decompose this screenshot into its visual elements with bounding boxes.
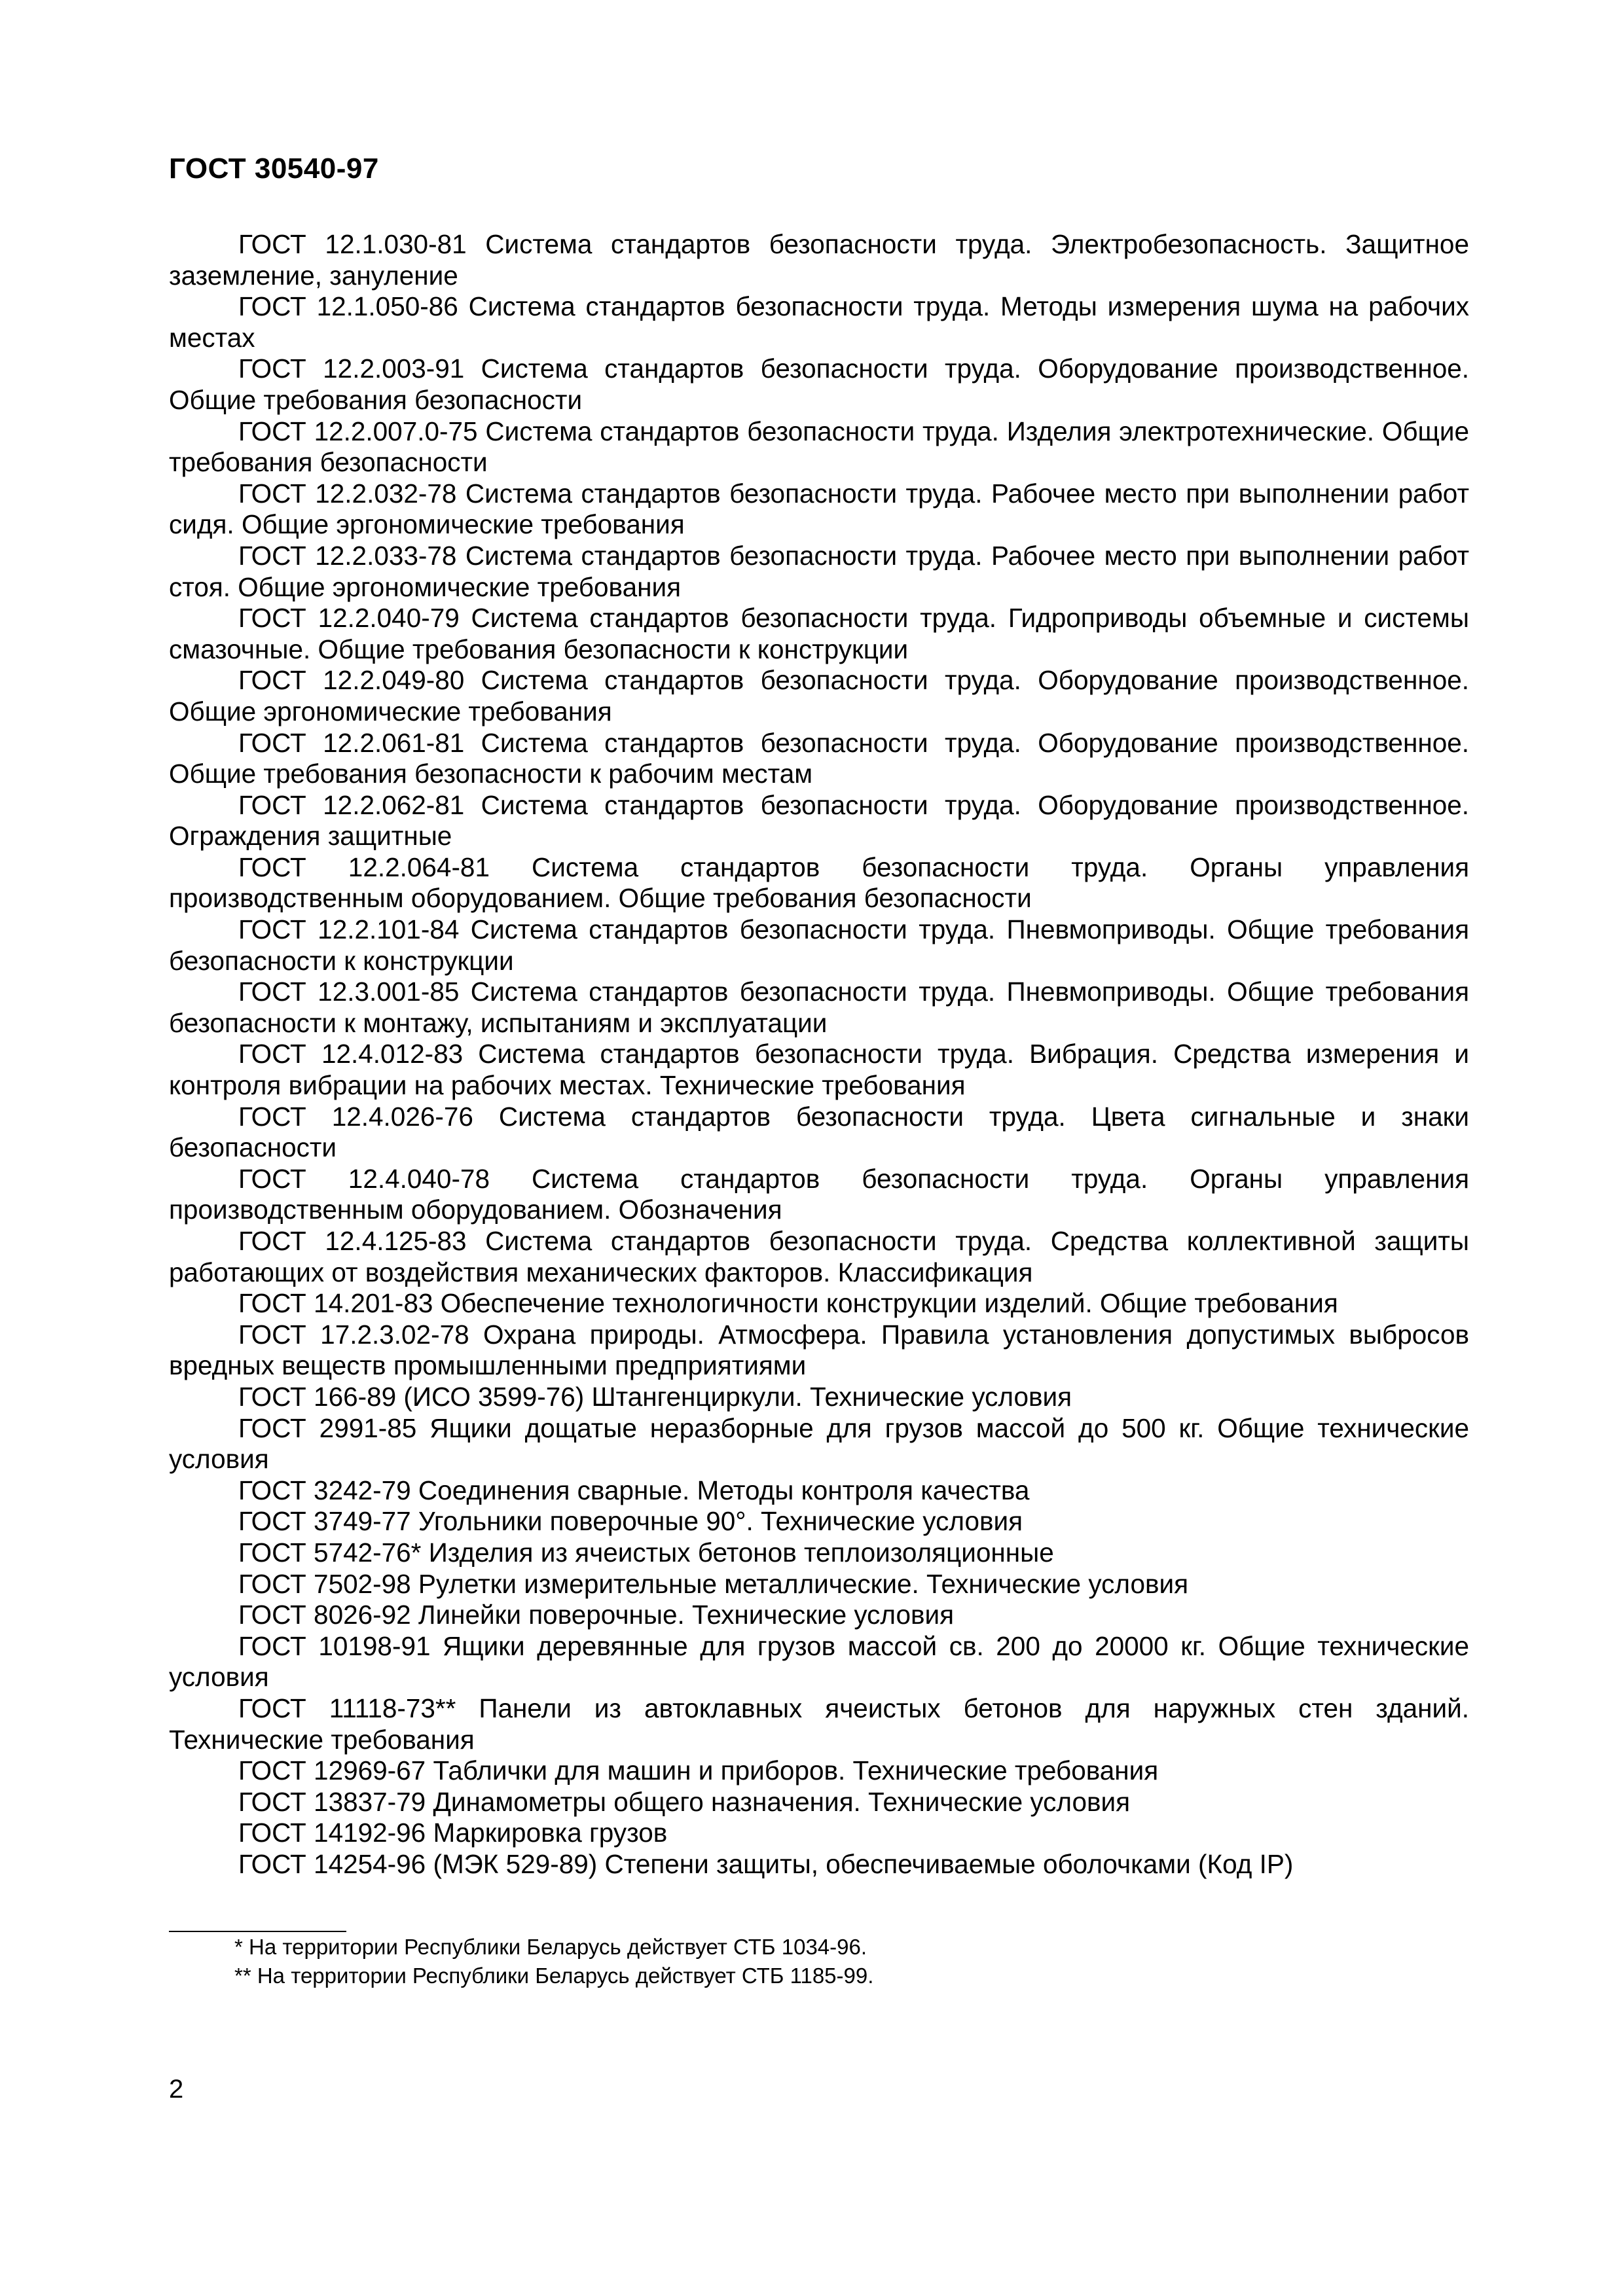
reference-item: ГОСТ 12.3.001-85 Система стандартов безопасности труда. Пневмоприводы. Общие требования безопасности к монтажу, испытаниям и эксплуатации (169, 977, 1469, 1038)
reference-item: ГОСТ 12.2.032-78 Система стандартов безопасности труда. Рабочее место при выполнении работ сидя. Общие эргономические требования (169, 478, 1469, 540)
footnotes (169, 1933, 1469, 1990)
reference-item: ГОСТ 12.1.050-86 Система стандартов безопасности труда. Методы измерения шума на рабочих местах (169, 291, 1469, 353)
reference-item: ГОСТ 12.2.040-79 Система стандартов безопасности труда. Гидроприводы объемные и системы смазочные. Общие требования безопасности к конструкции (169, 603, 1469, 664)
reference-item: ГОСТ 12.2.101-84 Система стандартов безопасности труда. Пневмоприводы. Общие требования безопасности к конструкции (169, 914, 1469, 976)
reference-item: ГОСТ 12.1.030-81 Система стандартов безопасности труда. Электробезопасность. Защитное заземление, зануление (169, 229, 1469, 291)
reference-item: ГОСТ 2991-85 Ящики дощатые неразборные для грузов массой до 500 кг. Общие технические условия (169, 1412, 1469, 1475)
reference-item: ГОСТ 12.2.033-78 Система стандартов безопасности труда. Рабочее место при выполнении работ стоя. Общие эргономические требования (169, 540, 1469, 602)
reference-item: ГОСТ 12.4.040-78 Система стандартов безопасности труда. Органы управления производственным оборудованием. Обозначения (169, 1163, 1469, 1225)
reference-item: ГОСТ 14192-96 Маркировка грузов (238, 1818, 668, 1848)
document-title: ГОСТ 30540-97 (169, 152, 379, 185)
normative-references-list (169, 229, 1469, 1880)
footnote-item: * На территории Республики Беларусь действует СТБ 1034-96. (234, 1935, 867, 1959)
reference-item: ГОСТ 12.2.003-91 Система стандартов безопасности труда. Оборудование производственное. Общие требования безопасности (169, 353, 1469, 415)
footnote-divider (169, 1931, 346, 1932)
reference-item: ГОСТ 12.2.049-80 Система стандартов безопасности труда. Оборудование производственное. Общие эргономические требования (169, 665, 1469, 726)
reference-item: ГОСТ 5742-76* Изделия из ячеистых бетонов теплоизоляционные (238, 1537, 1054, 1568)
reference-item: ГОСТ 7502-98 Рулетки измерительные металлические. Технические условия (238, 1568, 1189, 1599)
footnote-item: ** На территории Республики Беларусь действует СТБ 1185-99. (234, 1964, 874, 1988)
reference-item: ГОСТ 3242-79 Соединения сварные. Методы контроля качества (238, 1475, 1030, 1505)
reference-item: ГОСТ 12.4.125-83 Система стандартов безопасности труда. Средства коллективной защиты работающих от воздействия механических факторов. Классификация (169, 1226, 1469, 1287)
reference-item: ГОСТ 12.2.062-81 Система стандартов безопасности труда. Оборудование производственное. Ограждения защитные (169, 789, 1469, 852)
reference-item: ГОСТ 10198-91 Ящики деревянные для грузов массой св. 200 до 20000 кг. Общие технические условия (169, 1630, 1469, 1693)
reference-item: ГОСТ 12.4.026-76 Система стандартов безопасности труда. Цвета сигнальные и знаки безопасности (169, 1101, 1469, 1163)
reference-item: ГОСТ 14254-96 (МЭК 529-89) Степени защиты, обеспечиваемые оболочками (Код IP) (238, 1848, 1294, 1879)
reference-item: ГОСТ 12.2.061-81 Система стандартов безопасности труда. Оборудование производственное. Общие требования безопасности к рабочим местам (169, 727, 1469, 789)
reference-item: ГОСТ 3749-77 Угольники поверочные 90°. Технические условия (238, 1506, 1023, 1537)
reference-item: ГОСТ 12.2.007.0-75 Система стандартов безопасности труда. Изделия электротехнические. Общие требования безопасности (169, 416, 1469, 478)
page-number: 2 (169, 2075, 184, 2104)
reference-item: ГОСТ 17.2.3.02-78 Охрана природы. Атмосфера. Правила установления допустимых выбросов вредных веществ промышленными предприятиями (169, 1319, 1469, 1381)
reference-item: ГОСТ 12969-67 Таблички для машин и приборов. Технические требования (238, 1755, 1159, 1786)
reference-item: ГОСТ 14.201-83 Обеспечение технологичности конструкции изделий. Общие требования (238, 1288, 1338, 1319)
reference-item: ГОСТ 13837-79 Динамометры общего назначения. Технические условия (238, 1786, 1131, 1817)
reference-item: ГОСТ 8026-92 Линейки поверочные. Технические условия (238, 1600, 955, 1630)
reference-item: ГОСТ 12.2.064-81 Система стандартов безопасности труда. Органы управления производственным оборудованием. Общие требования безопасности (169, 852, 1469, 914)
reference-item: ГОСТ 166-89 (ИСО 3599-76) Штангенциркули. Технические условия (238, 1381, 1072, 1412)
reference-item: ГОСТ 11118-73** Панели из автоклавных ячеистых бетонов для наружных стен зданий. Технические требования (169, 1693, 1469, 1755)
reference-item: ГОСТ 12.4.012-83 Система стандартов безопасности труда. Вибрация. Средства измерения и контроля вибрации на рабочих местах. Технические требования (169, 1039, 1469, 1101)
